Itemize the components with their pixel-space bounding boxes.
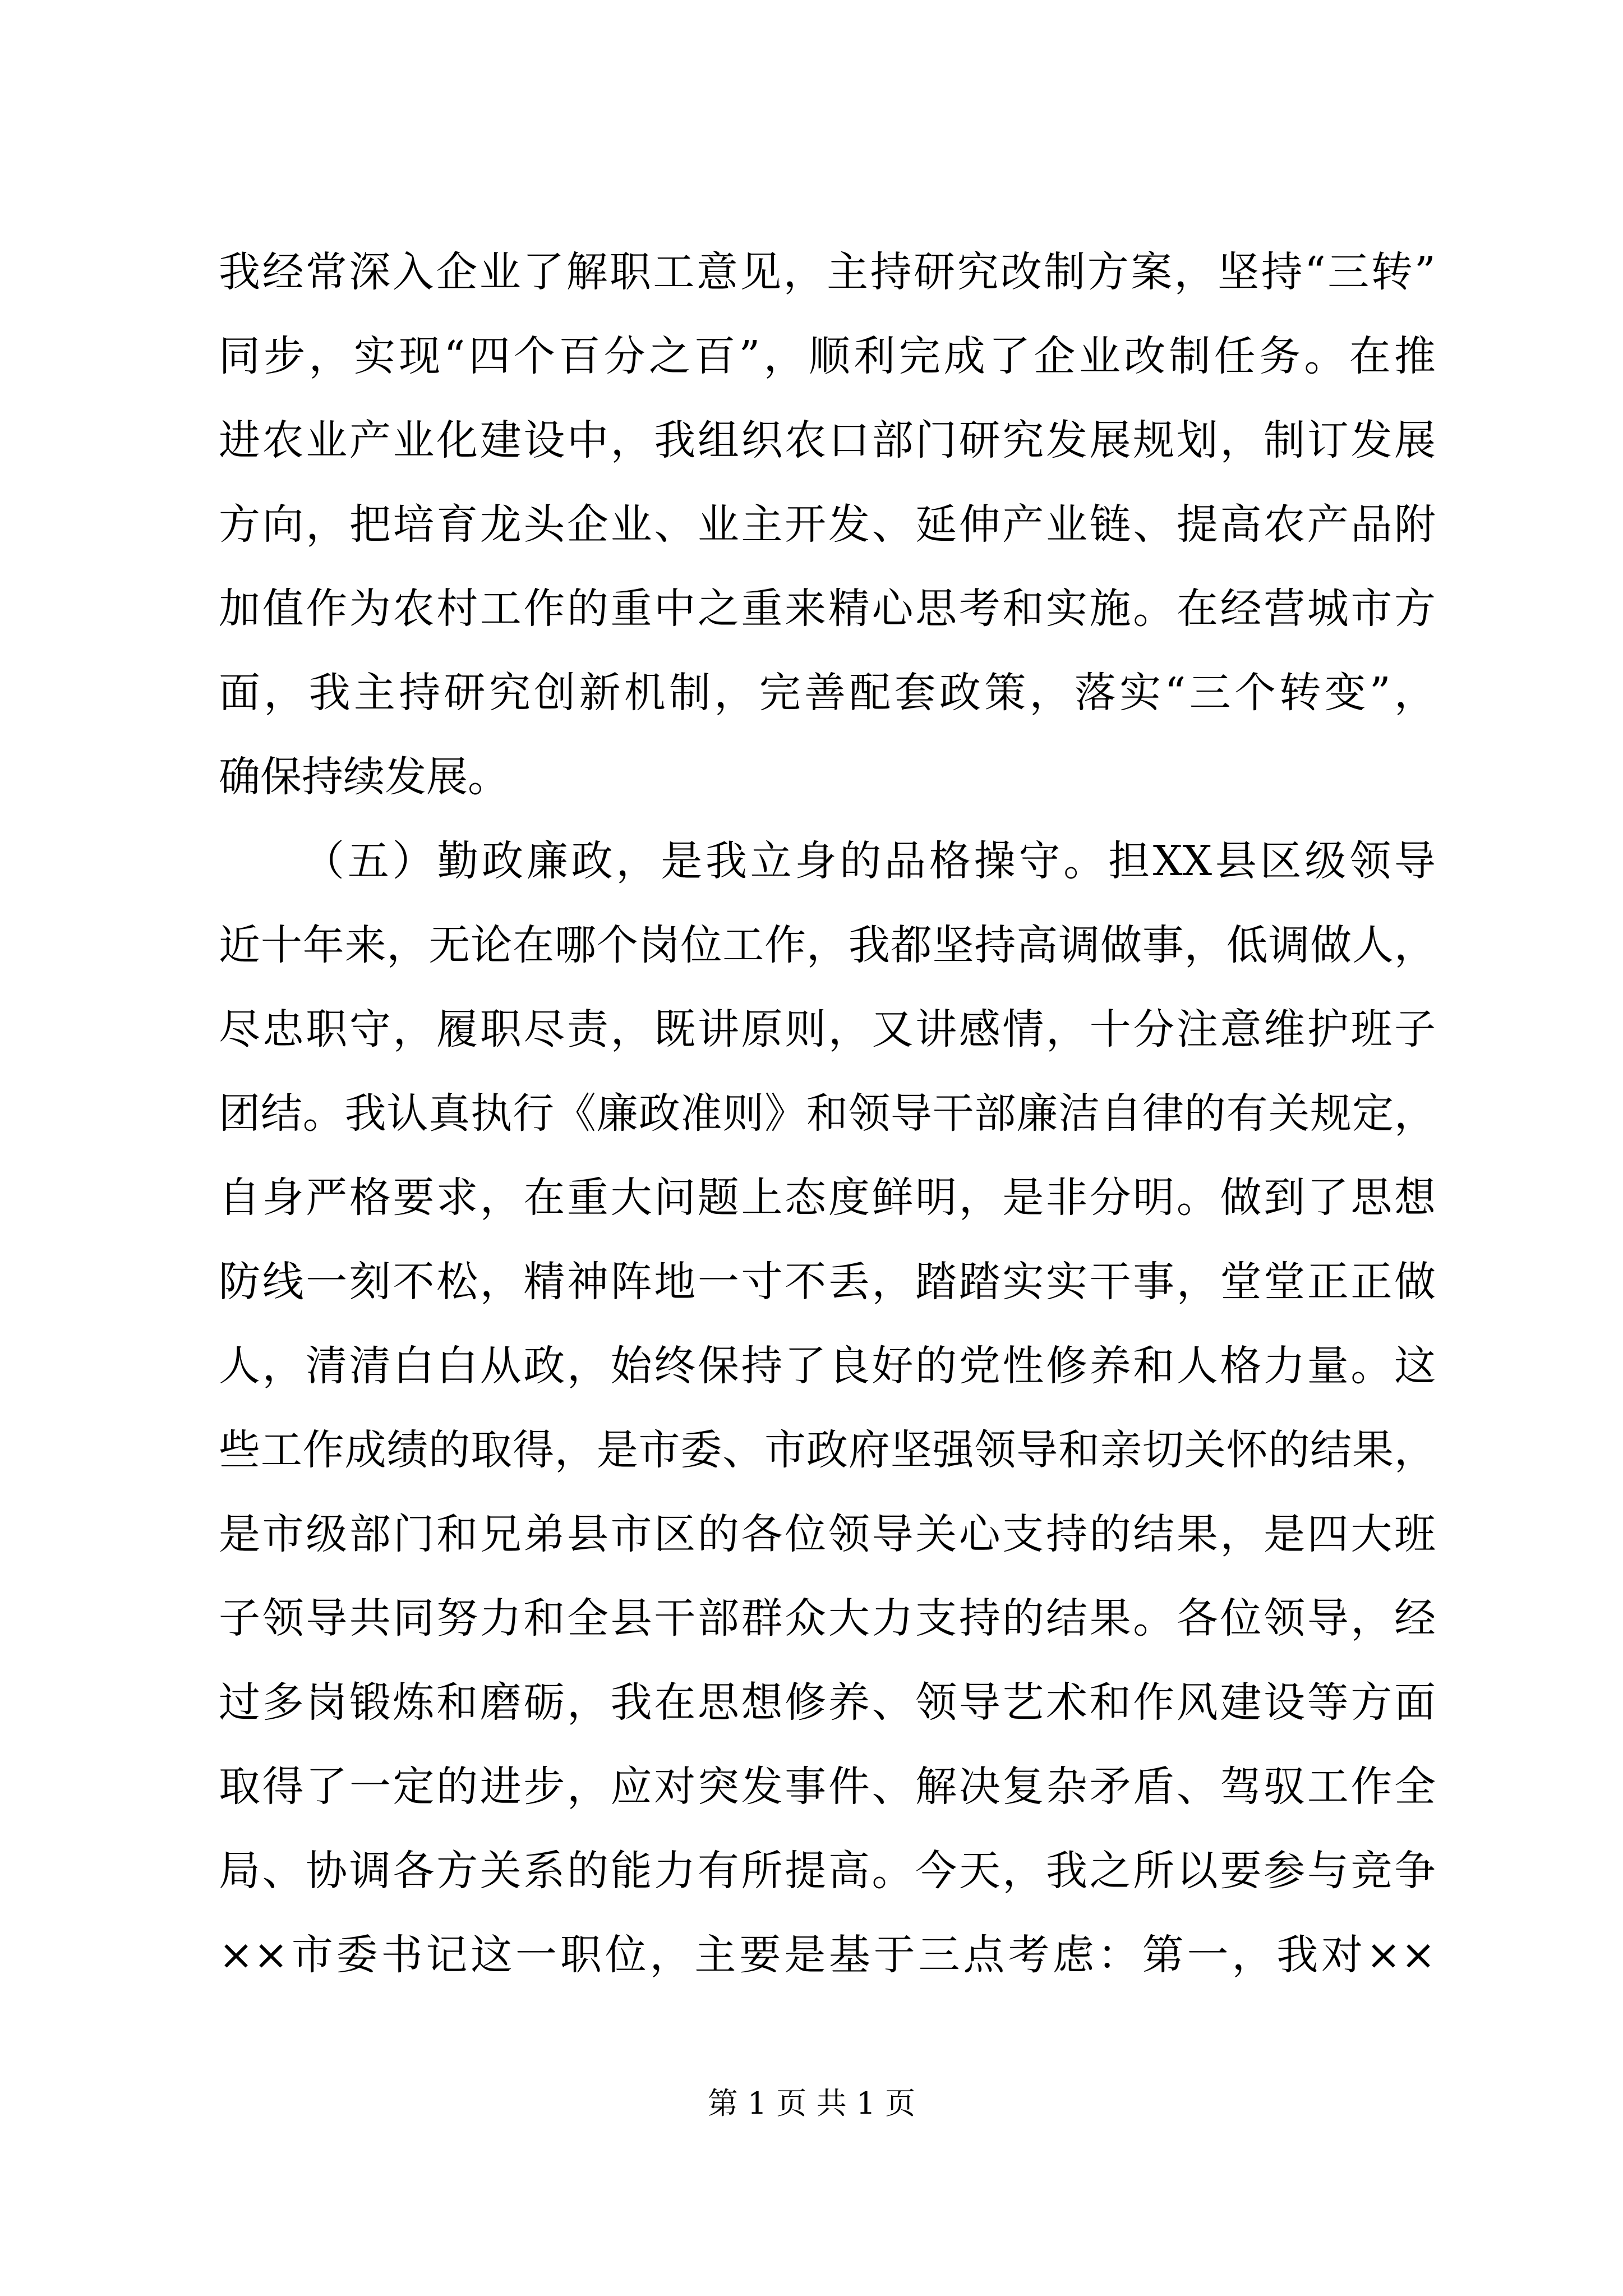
- text-line: 加值作为农村工作的重中之重来精心思考和实施。在经营城市方: [219, 585, 1436, 633]
- text-line: 取得了一定的进步，应对突发事件、解决复杂矛盾、驾驭工作全: [219, 1763, 1436, 1811]
- text-line: 我经常深入企业了解职工意见，主持研究改制方案，坚持“三转”: [219, 248, 1436, 296]
- text-line: 人，清清白白从政，始终保持了良好的党性修养和人格力量。这: [219, 1342, 1436, 1390]
- text-line: 面，我主持研究创新机制，完善配套政策，落实“三个转变”，: [219, 669, 1436, 717]
- text-line: 近十年来，无论在哪个岗位工作，我都坚持高调做事，低调做人，: [219, 921, 1436, 969]
- text-line: ××市委书记这一职位，主要是基于三点考虑：第一，我对××: [219, 1931, 1436, 1979]
- text-line: 防线一刻不松，精神阵地一寸不丢，踏踏实实干事，堂堂正正做: [219, 1258, 1436, 1306]
- page-footer: 第 1 页 共 1 页: [707, 2086, 916, 2121]
- text-line: 方向，把培育龙头企业、业主开发、延伸产业链、提高农产品附: [219, 500, 1436, 549]
- text-line: 是市级部门和兄弟县市区的各位领导关心支持的结果，是四大班: [219, 1510, 1436, 1558]
- text-line: 进农业产业化建设中，我组织农口部门研究发展规划，制订发展: [219, 416, 1436, 464]
- text-line: 局、协调各方关系的能力有所提高。今天，我之所以要参与竞争: [219, 1847, 1436, 1895]
- text-line: 团结。我认真执行《廉政准则》和领导干部廉洁自律的有关规定，: [219, 1089, 1436, 1138]
- text-line: 确保持续发展。: [219, 753, 509, 801]
- text-line: 同步，实现“四个百分之百”，顺利完成了企业改制任务。在推: [219, 332, 1436, 380]
- text-line: 些工作成绩的取得，是市委、市政府坚强领导和亲切关怀的结果，: [219, 1426, 1436, 1474]
- paragraph-first-line: （五）勤政廉政，是我立身的品格操守。担XX县区级领导: [303, 837, 1436, 885]
- text-line: 过多岗锻炼和磨砺，我在思想修养、领导艺术和作风建设等方面: [219, 1678, 1436, 1727]
- text-line: 子领导共同努力和全县干部群众大力支持的结果。各位领导，经: [219, 1594, 1436, 1642]
- text-line: 自身严格要求，在重大问题上态度鲜明，是非分明。做到了思想: [219, 1174, 1436, 1222]
- text-line: 尽忠职守，履职尽责，既讲原则，又讲感情，十分注意维护班子: [219, 1005, 1436, 1053]
